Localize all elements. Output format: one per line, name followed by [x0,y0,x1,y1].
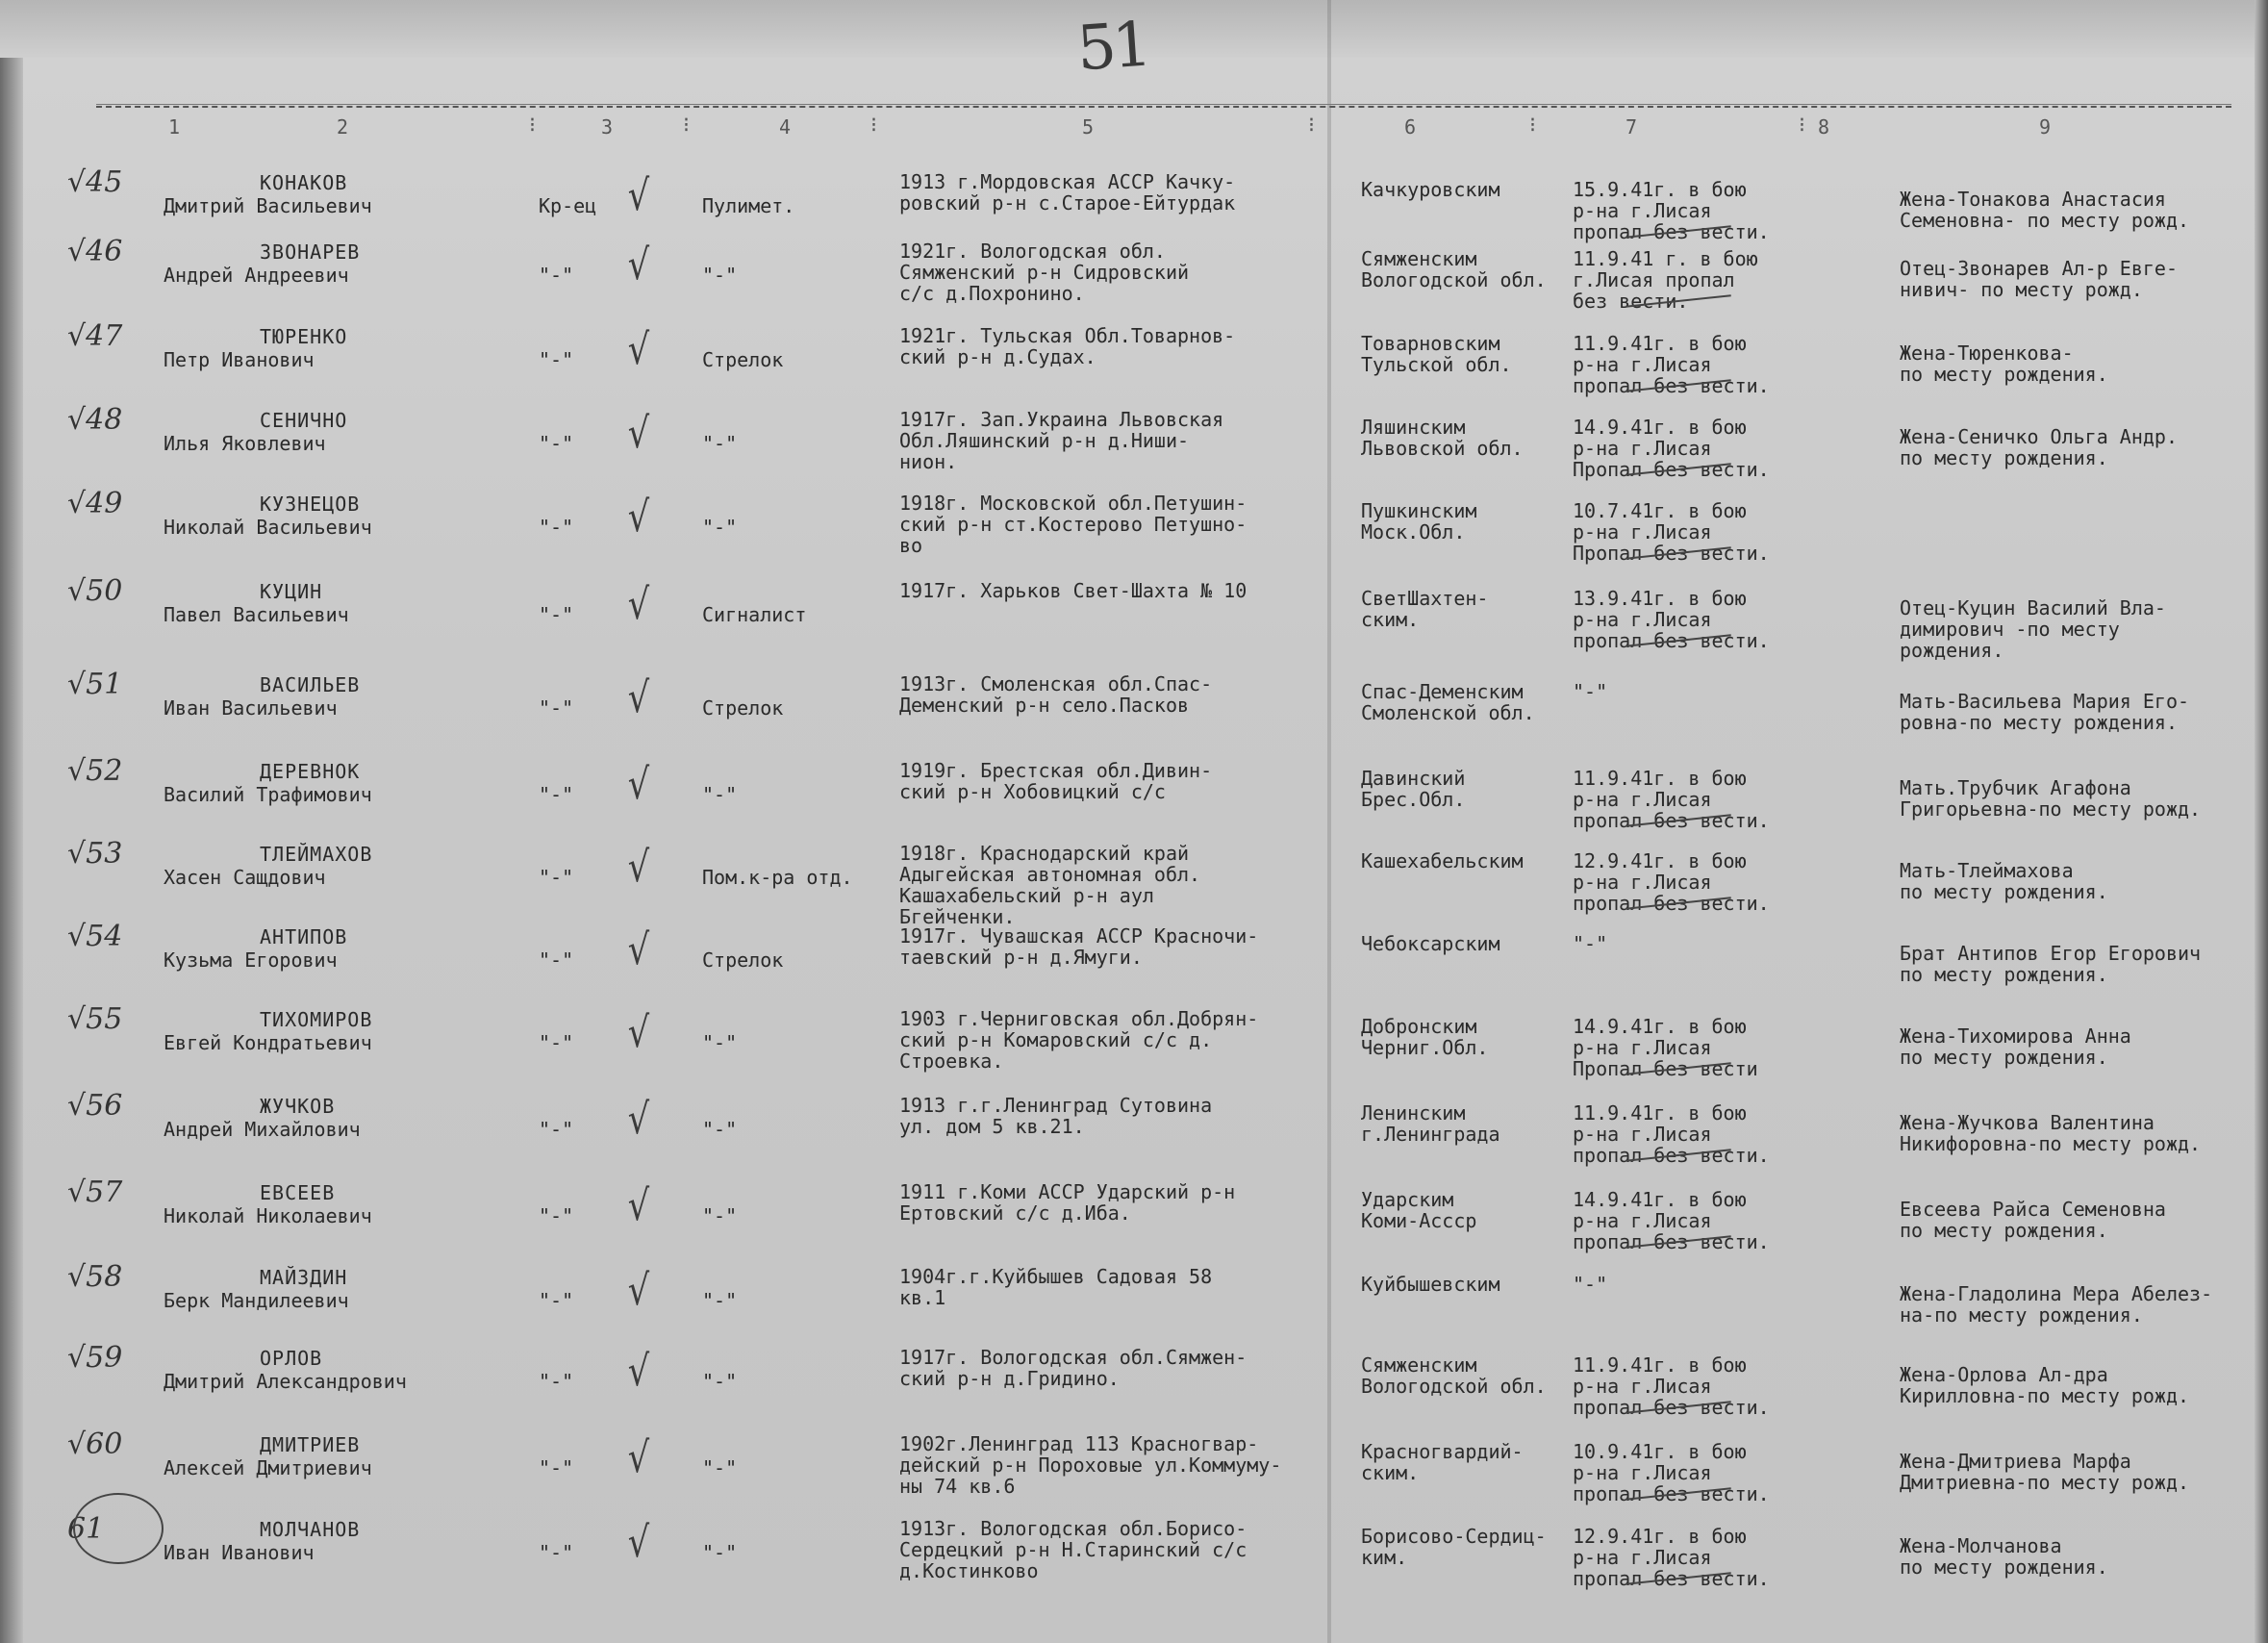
cell-given: Иван Иванович [164,1541,315,1564]
cell-birth: 1917г. Харьков Свет-Шахта № 10 [899,579,1247,602]
cell-check: √ [627,760,650,809]
handwritten-row-mark: √51 [67,668,123,701]
cell-status: 14.9.41г. в бою р-на г.Лисая Пропал без вести [1573,1015,1758,1080]
cell-draft: Пушкинским Моск.Обл. [1361,499,1477,543]
cell-draft: Ленинским г.Ленинграда [1361,1101,1500,1146]
cell-birth: 1913г. Смоленская обл.Спас- Деменский р-н село.Пасков [899,672,1213,717]
handwritten-row-mark: √54 [67,920,123,953]
cell-surname: ДЕРЕВНОК [260,760,361,783]
cell-birth: 1921г. Вологодская обл. Сямженский р-н Сидровский с/с д.Похронино. [899,240,1190,305]
column-number-7: 7 [1625,115,1638,139]
cell-rank: "-" [539,432,574,455]
cell-status: 12.9.41г. в бою р-на г.Лисая пропал без вести. [1573,1525,1770,1590]
cell-status: 11.9.41г. в бою р-на г.Лисая пропал без вести. [1573,1353,1770,1419]
cell-check: √ [627,1347,650,1396]
cell-rank: "-" [539,948,574,972]
cell-status: "-" [1573,932,1608,955]
header-rule-dashed [96,106,2231,108]
cell-rank: "-" [539,696,574,720]
column-number-6: 6 [1404,115,1417,139]
cell-surname: ЖУЧКОВ [260,1095,336,1118]
cell-birth: 1913 г.г.Ленинград Сутовина ул. дом 5 кв.21. [899,1094,1213,1138]
cell-birth: 1904г.г.Куйбышев Садовая 58 кв.1 [899,1265,1213,1309]
cell-relative: Жена-Молчанова по месту рождения. [1900,1534,2108,1579]
cell-given: Андрей Андреевич [164,264,349,287]
cell-role: "-" [702,1541,738,1564]
cell-relative: Жена-Дмитриева Марфа Дмитриевна-по месту рожд. [1900,1450,2190,1494]
cell-rank: "-" [539,866,574,889]
handwritten-row-mark: √60 [67,1428,123,1461]
cell-rank: "-" [539,1204,574,1227]
cell-status: 10.9.41г. в бою р-на г.Лисая пропал без вести. [1573,1440,1770,1505]
cell-draft: Красногвардий- ским. [1361,1440,1524,1484]
cell-rank: "-" [539,1370,574,1393]
cell-rank: Кр-ец [539,194,597,217]
handwritten-row-mark: √46 [67,235,123,268]
handwritten-row-mark: √50 [67,574,123,608]
cell-given: Хасен Сащдович [164,866,326,889]
handwritten-row-mark: √49 [67,487,123,520]
page-number: 51 [1074,9,1150,86]
cell-rank: "-" [539,1289,574,1312]
cell-draft: Спас-Деменским Смоленской обл. [1361,680,1535,724]
cell-status: 12.9.41г. в бою р-на г.Лисая пропал без вести. [1573,849,1770,915]
cell-role: "-" [702,1118,738,1141]
cell-birth: 1919г. Брестская обл.Дивин- ский р-н Хобовицкий с/с [899,759,1213,803]
cell-relative: Жена-Тонакова Анастасия Семеновна- по месту рожд. [1900,188,2190,232]
cell-rank: "-" [539,603,574,626]
header-rule [96,104,2231,105]
cell-relative: Мать-Васильева Мария Его- ровна-по месту рождения. [1900,690,2190,734]
cell-draft: Борисово-Сердиц- ким. [1361,1525,1547,1569]
cell-rank: "-" [539,516,574,539]
cell-status: "-" [1573,1273,1608,1296]
cell-role: "-" [702,432,738,455]
cell-given: Николай Васильевич [164,516,372,539]
cell-draft: Давинский Брес.Обл. [1361,767,1466,811]
cell-given: Кузьма Егорович [164,948,338,972]
cell-birth: 1913г. Вологодская обл.Борисо- Сердецкий р-н Н.Старинский с/с д.Костинково [899,1517,1247,1582]
column-number-4: 4 [779,115,792,139]
cell-draft: Товарновским Тульской обл. [1361,332,1512,376]
cell-given: Дмитрий Александрович [164,1370,407,1393]
cell-draft: Чебоксарским [1361,932,1500,955]
cell-birth: 1918г. Московской обл.Петушин- ский р-н ст.Костерово Петушно- во [899,492,1247,557]
cell-status: 10.7.41г. в бою р-на г.Лисая Пропал без вести. [1573,499,1770,565]
cell-given: Николай Николаевич [164,1204,372,1227]
cell-given: Павел Васильевич [164,603,349,626]
cell-surname: КУЗНЕЦОВ [260,493,361,516]
cell-status: 11.9.41 г. в бою г.Лисая пропал без вести. [1573,247,1758,313]
cell-relative: Мать.Трубчик Агафона Григорьевна-по месту рожд. [1900,776,2202,821]
cell-rank: "-" [539,1541,574,1564]
cell-surname: МАЙЗДИН [260,1266,348,1289]
cell-birth: 1902г.Ленинград 113 Красногвар- дейский р-н Пороховые ул.Коммуму- ны 74 кв.6 [899,1432,1282,1498]
cell-given: Евгей Кондратьевич [164,1031,372,1054]
handwritten-row-mark: √52 [67,754,123,788]
cell-surname: ЗВОНАРЕВ [260,240,361,264]
cell-rank: "-" [539,264,574,287]
cell-role: "-" [702,516,738,539]
cell-draft: Сямженским Вологодской обл. [1361,1353,1547,1398]
column-number-3: 3 [601,115,614,139]
cell-rank: "-" [539,1031,574,1054]
cell-role: Пом.к-ра отд. [702,866,853,889]
cell-role: "-" [702,1370,738,1393]
cell-draft: Добронским Черниг.Обл. [1361,1015,1489,1059]
cell-status: 14.9.41г. в бою р-на г.Лисая Пропал без вести. [1573,416,1770,481]
cell-status: 13.9.41г. в бою р-на г.Лисая пропал без вести. [1573,587,1770,652]
cell-given: Петр Иванович [164,348,315,371]
cell-role: Сигналист [702,603,807,626]
cell-given: Илья Яковлевич [164,432,326,455]
cell-role: Стрелок [702,948,784,972]
cell-check: √ [627,580,650,629]
column-separator: ⁝ [529,114,536,138]
column-number-9: 9 [2039,115,2052,139]
cell-check: √ [627,1518,650,1567]
circled-mark [73,1493,164,1564]
cell-role: Пулимет. [702,194,795,217]
cell-draft: Кашехабельским [1361,849,1524,872]
handwritten-row-mark: √48 [67,403,123,437]
cell-surname: АНТИПОВ [260,925,348,948]
cell-birth: 1913 г.Мордовская АССР Качку- ровский р-н с.Старое-Ейтурдак [899,170,1236,215]
cell-relative: Жена-Орлова Ал-дра Кирилловна-по месту рожд. [1900,1363,2190,1407]
column-separator: ⁝ [1799,114,1805,138]
cell-check: √ [627,409,650,458]
handwritten-row-mark: √47 [67,319,123,353]
cell-surname: ВАСИЛЬЕВ [260,673,361,696]
cell-relative: Жена-Сеничко Ольга Андр. по месту рождения. [1900,425,2178,469]
cell-birth: 1917г. Вологодская обл.Сямжен- ский р-н д.Гридино. [899,1346,1247,1390]
cell-relative: Евсеева Райса Семеновна по месту рождения. [1900,1198,2166,1242]
cell-surname: МОЛЧАНОВ [260,1518,361,1541]
column-separator: ⁝ [1308,114,1315,138]
cell-draft: Куйбышевским [1361,1273,1500,1296]
cell-relative: Жена-Тихомирова Анна по месту рождения. [1900,1024,2131,1069]
handwritten-row-mark: √53 [67,837,123,871]
cell-rank: "-" [539,783,574,806]
cell-birth: 1917г. Зап.Украина Львовская Обл.Ляшинский р-н д.Ниши- нион. [899,408,1224,473]
handwritten-row-mark: √45 [67,165,123,199]
cell-relative: Жена-Гладолина Мера Абелез- на-по месту рождения. [1900,1282,2213,1327]
cell-status: "-" [1573,680,1608,703]
cell-check: √ [627,1181,650,1230]
handwritten-row-mark: √59 [67,1341,123,1375]
cell-check: √ [627,1266,650,1315]
cell-given: Берк Мандилеевич [164,1289,349,1312]
cell-check: √ [627,325,650,374]
cell-surname: ТЛЕЙМАХОВ [260,843,373,866]
cell-surname: СЕНИЧНО [260,409,348,432]
cell-birth: 1911 г.Коми АССР Ударский р-н Ертовский с/с д.Иба. [899,1180,1236,1225]
cell-status: 11.9.41г. в бою р-на г.Лисая пропал без вести. [1573,332,1770,397]
cell-role: "-" [702,1289,738,1312]
cell-relative: Отец-Звонарев Ал-р Евге- нивич- по месту рожд. [1900,257,2178,301]
column-number-2: 2 [337,115,349,139]
handwritten-row-mark: √55 [67,1002,123,1036]
cell-check: √ [627,493,650,542]
cell-birth: 1921г. Тульская Обл.Товарнов- ский р-н д.Судах. [899,324,1236,368]
cell-check: √ [627,925,650,974]
cell-birth: 1918г. Краснодарский край Адыгейская автономная обл. Кашахабельский р-н аул Бгейченки. [899,842,1201,928]
cell-given: Иван Васильевич [164,696,338,720]
cell-draft: Ляшинским Львовской обл. [1361,416,1524,460]
cell-check: √ [627,240,650,290]
cell-role: "-" [702,1031,738,1054]
cell-birth: 1917г. Чувашская АССР Красночи- таевский р-н д.Ямуги. [899,924,1259,969]
cell-given: Василий Трафимович [164,783,372,806]
cell-rank: "-" [539,1118,574,1141]
cell-relative: Мать-Тлеймахова по месту рождения. [1900,859,2108,903]
cell-role: "-" [702,783,738,806]
cell-relative: Отец-Куцин Василий Вла- димирович -по месту рождения. [1900,596,2166,662]
cell-check: √ [627,843,650,892]
cell-check: √ [627,1008,650,1057]
cell-status: 14.9.41г. в бою р-на г.Лисая пропал без вести. [1573,1188,1770,1253]
cell-draft: СветШахтен- ским. [1361,587,1489,631]
column-number-1: 1 [168,115,181,139]
cell-check: √ [627,1095,650,1144]
cell-birth: 1903 г.Черниговская обл.Добрян- ский р-н Комаровский с/с д. Строевка. [899,1007,1259,1073]
column-number-5: 5 [1082,115,1095,139]
column-separator: ⁝ [683,114,690,138]
cell-surname: ТЮРЕНКО [260,325,348,348]
cell-role: Стрелок [702,348,784,371]
cell-check: √ [627,171,650,220]
cell-surname: КОНАКОВ [260,171,348,194]
handwritten-row-mark: √58 [67,1260,123,1294]
cell-relative: Брат Антипов Егор Егорович по месту рождения. [1900,942,2202,986]
cell-role: "-" [702,264,738,287]
cell-surname: ЕВСЕЕВ [260,1181,336,1204]
cell-surname: ОРЛОВ [260,1347,323,1370]
cell-draft: Ударским Коми-Ассср [1361,1188,1477,1232]
cell-surname: ТИХОМИРОВ [260,1008,373,1031]
cell-role: "-" [702,1456,738,1479]
cell-given: Дмитрий Васильевич [164,194,372,217]
column-separator: ⁝ [1529,114,1536,138]
cell-draft: Сямженским Вологодской обл. [1361,247,1547,291]
cell-status: 11.9.41г. в бою р-на г.Лисая пропал без вести. [1573,767,1770,832]
cell-given: Алексей Дмитриевич [164,1456,372,1479]
cell-status: 15.9.41г. в бою р-на г.Лисая пропал без вести. [1573,178,1770,243]
cell-relative: Жена-Тюренкова- по месту рождения. [1900,341,2108,386]
column-number-8: 8 [1818,115,1830,139]
column-separator: ⁝ [870,114,877,138]
cell-check: √ [627,1433,650,1482]
cell-role: "-" [702,1204,738,1227]
handwritten-row-mark: √56 [67,1089,123,1123]
handwritten-row-mark: √57 [67,1175,123,1209]
cell-given: Андрей Михайлович [164,1118,361,1141]
cell-status: 11.9.41г. в бою р-на г.Лисая пропал без вести. [1573,1101,1770,1167]
cell-role: Стрелок [702,696,784,720]
handwritten-row-mark: 61 [67,1512,105,1546]
cell-rank: "-" [539,1456,574,1479]
cell-rank: "-" [539,348,574,371]
cell-surname: КУЦИН [260,580,323,603]
cell-check: √ [627,673,650,722]
cell-draft: Качкуровским [1361,178,1500,201]
cell-surname: ДМИТРИЕВ [260,1433,361,1456]
cell-relative: Жена-Жучкова Валентина Никифоровна-по месту рожд. [1900,1111,2202,1155]
